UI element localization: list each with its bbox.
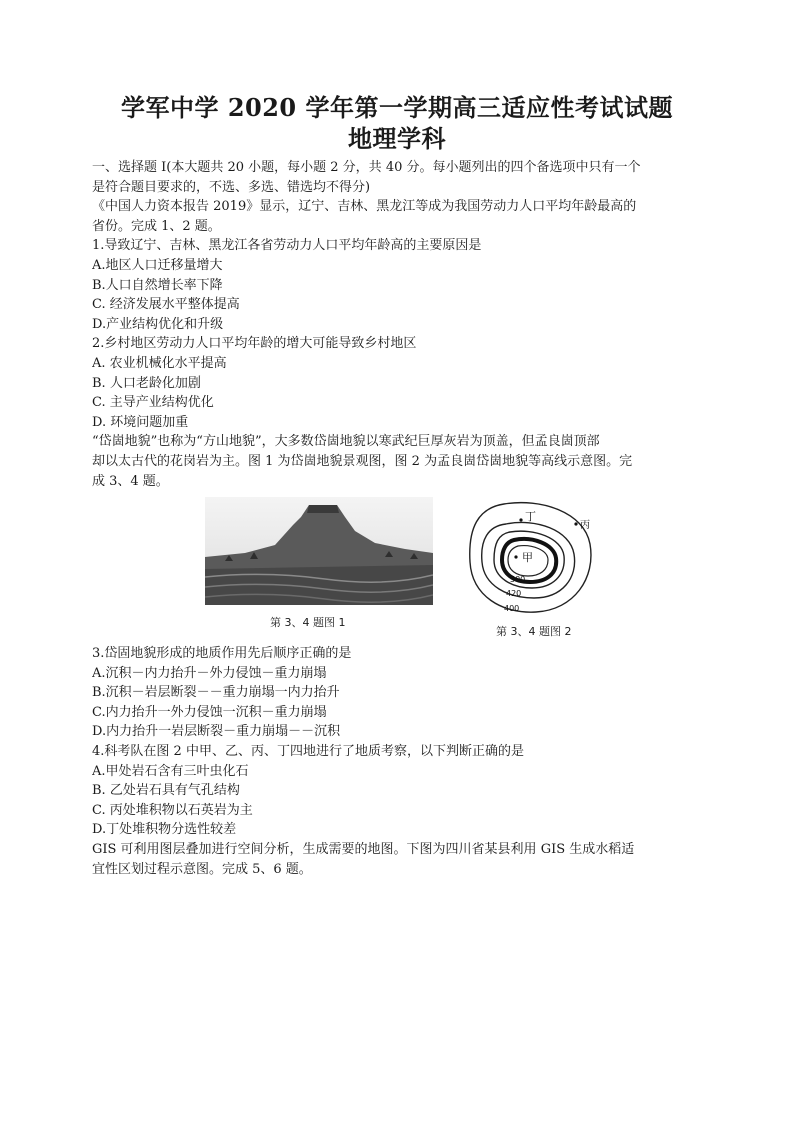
figure2-caption: 第 3、4 题图 2 [496, 625, 572, 638]
text-line: 成 3、4 题。 [92, 473, 169, 489]
question-stem: 4.科考队在图 2 中甲、乙、丙、丁四地进行了地质考察，以下判断正确的是 [92, 743, 524, 759]
contour-label-400: 400 [504, 604, 520, 613]
text-line: 是符合题目要求的，不选、多选、错选均不得分) [92, 179, 371, 195]
mesa-landscape-photo [205, 497, 433, 605]
text-line: “岱崮地貌”也称为“方山地貌”，大多数岱崮地貌以寒武纪巨厚灰岩为顶盖，但孟良崮顶部 [92, 434, 600, 450]
point-bing-marker [574, 522, 577, 525]
subject-title: 地理学科 [348, 124, 446, 153]
text-line: 一、选择题 I(本大题共 20 小题，每小题 2 分，共 40 分。每小题列出的四个备选项中只有一个 [92, 160, 641, 175]
text-line: 《中国人力资本报告 2019》显示，辽宁、吉林、黑龙江等成为我国劳动力人口平均年龄最高的 [92, 199, 637, 215]
contour-map [466, 498, 596, 618]
answer-option: A. 农业机械化水平提高 [92, 355, 227, 371]
contour-label-500: 500 [510, 575, 526, 584]
point-jia-marker [514, 555, 517, 558]
label-bing: 丙 [580, 520, 590, 531]
text-line: 却以太古代的花岗岩为主。图 1 为岱崮地貌景观图，图 2 为孟良崮岱崮地貌等高线示意图。完 [92, 453, 633, 469]
question-block-2 [92, 644, 702, 879]
answer-option: C. 丙处堆积物以石英岩为主 [92, 802, 253, 818]
question-stem: 1.导致辽宁、吉林、黑龙江各省劳动力人口平均年龄高的主要原因是 [92, 238, 482, 254]
answer-option: D.丁处堆积物分选性较差 [92, 822, 237, 838]
answer-option: A.甲处岩石含有三叶虫化石 [92, 763, 249, 779]
question-stem: 2.乡村地区劳动力人口平均年龄的增大可能导致乡村地区 [92, 336, 417, 352]
label-ding: 丁 [525, 510, 536, 523]
text-line: 宜性区划过程示意图。完成 5、6 题。 [92, 861, 312, 877]
text-line: 省份。完成 1、2 题。 [92, 218, 221, 234]
answer-option: B. 乙处岩石具有气孔结构 [92, 783, 240, 799]
answer-option: C. 经济发展水平整体提高 [92, 297, 240, 313]
answer-option: D.内力抬升一岩层断裂－重力崩塌－－沉积 [92, 724, 341, 740]
label-jia: 甲 [522, 551, 533, 564]
answer-option: D. 环境问题加重 [92, 414, 189, 430]
answer-option: B.人口自然增长率下降 [92, 277, 223, 293]
answer-option: B.沉积－岩层断裂－－重力崩塌一内力抬升 [92, 685, 340, 701]
text-line: GIS 可利用图层叠加进行空间分析，生成需要的地图。下图为四川省某县利用 GIS 生成水稻适 [92, 841, 635, 857]
answer-option: A.沉积－内力抬升－外力侵蚀－重力崩塌 [92, 665, 327, 681]
question-stem: 3.岱固地貌形成的地质作用先后顺序正确的是 [92, 646, 352, 661]
question-block-1 [92, 158, 702, 491]
exam-title: 学军中学 2020 学年第一学期高三适应性考试试题 [120, 93, 673, 122]
answer-option: D.产业结构优化和升级 [92, 316, 224, 332]
contour-label-420: 420 [506, 589, 522, 598]
point-ding-marker [519, 518, 522, 521]
answer-option: B. 人口老龄化加剧 [92, 375, 201, 391]
figure1-caption: 第 3、4 题图 1 [270, 616, 346, 629]
answer-option: C. 主导产业结构优化 [92, 395, 214, 411]
answer-option: A.地区人口迁移量增大 [92, 257, 223, 273]
answer-option: C.内力抬升一外力侵蚀一沉积－重力崩塌 [92, 704, 327, 720]
